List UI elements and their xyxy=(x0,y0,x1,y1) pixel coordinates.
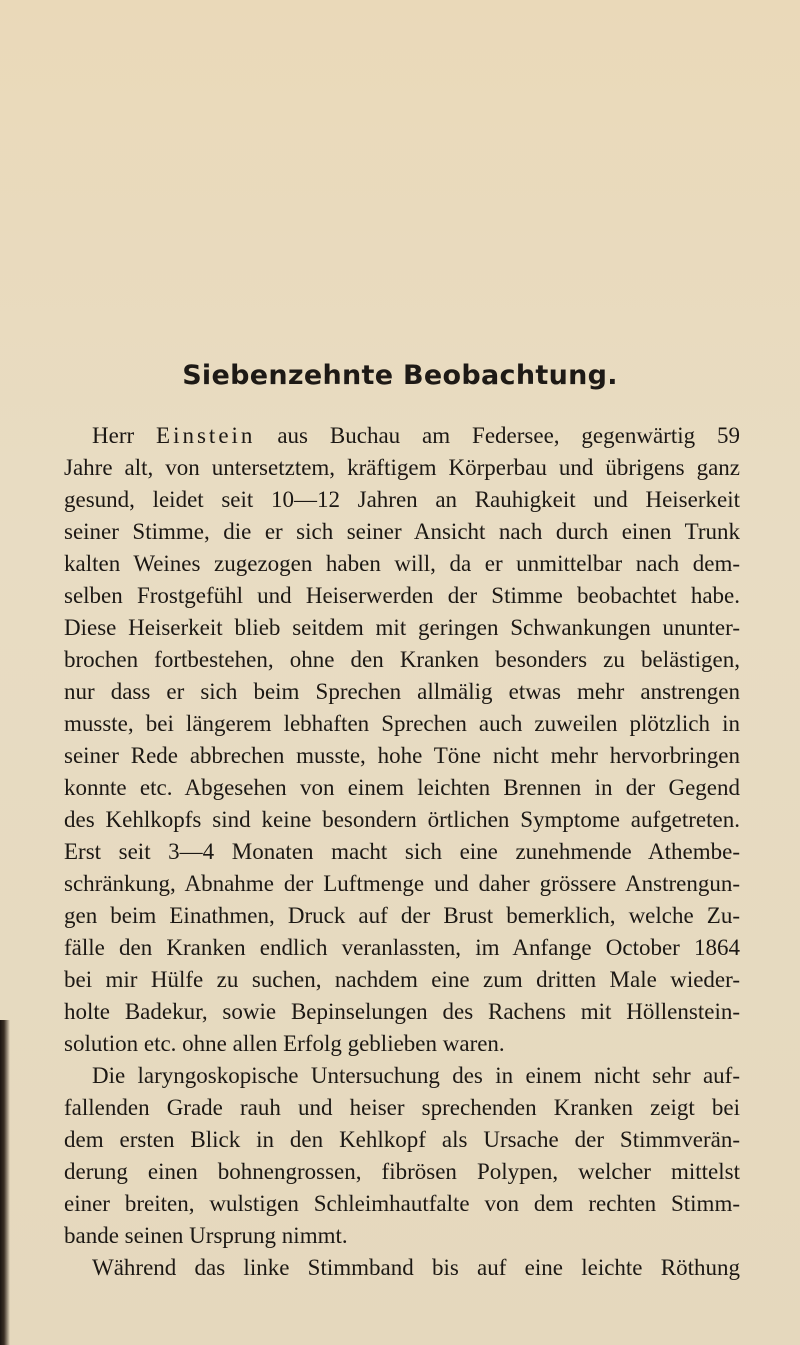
section-heading: Siebenzehnte Beobachtung. xyxy=(182,360,618,391)
text-line: dem ersten Blick in den Kehlkopf als Ursache der Stimmverän- xyxy=(64,1127,740,1152)
text-line: bei mir Hülfe zu suchen, nachdem eine zum dritten Male wieder- xyxy=(64,967,740,992)
text-line: solution etc. ohne allen Erfolg geblieben waren. xyxy=(64,1031,505,1056)
text-line: seiner Stimme, die er sich seiner Ansicht nach durch einen Trunk xyxy=(64,519,740,544)
text-line: brochen fortbestehen, ohne den Kranken besonders zu belästigen, xyxy=(64,647,740,672)
spaced-name: Einstein xyxy=(156,423,256,448)
text-line: fallenden Grade rauh und heiser sprechenden Kranken zeigt bei xyxy=(64,1095,740,1120)
text-fragment: Herr xyxy=(92,423,157,448)
text-line: holte Badekur, sowie Bepinselungen des Rachens mit Höllenstein- xyxy=(64,999,740,1024)
text-line: gen beim Einathmen, Druck auf der Brust bemerklich, welche Zu- xyxy=(64,903,740,928)
text-line: musste, bei längerem lebhaften Sprechen auch zuweilen plötzlich in xyxy=(64,711,740,736)
text-line: Jahre alt, von untersetztem, kräftigem Körperbau und übrigens ganz xyxy=(64,455,740,480)
text-line: einer breiten, wulstigen Schleimhautfalte von dem rechten Stimm- xyxy=(64,1191,740,1216)
text-line: bande seinen Ursprung nimmt. xyxy=(64,1223,348,1248)
page-edge-shadow xyxy=(0,1020,10,1345)
text-line: schränkung, Abnahme der Luftmenge und daher grössere Anstrengun- xyxy=(64,871,740,896)
text-line: derung einen bohnengrossen, fibrösen Polypen, welcher mittelst xyxy=(64,1159,740,1184)
text-line: Diese Heiserkeit blieb seitdem mit geringen Schwankungen ununter- xyxy=(64,615,740,640)
text-line: selben Frostgefühl und Heiserwerden der Stimme beobachtet habe. xyxy=(64,583,740,608)
text-line: Erst seit 3—4 Monaten macht sich eine zunehmende Athembe- xyxy=(64,839,740,864)
body-text xyxy=(64,420,740,1284)
text-line: des Kehlkopfs sind keine besondern örtlichen Symptome aufgetreten. xyxy=(64,807,740,832)
text-line: fälle den Kranken endlich veranlassten, im Anfange October 1864 xyxy=(64,935,740,960)
text-line: Während das linke Stimmband bis auf eine leichte Röthung xyxy=(92,1255,740,1280)
text-line: Die laryngoskopische Untersuchung des in einem nicht sehr auf- xyxy=(92,1063,740,1088)
text-line: konnte etc. Abgesehen von einem leichten Brennen in der Gegend xyxy=(64,775,740,800)
text-fragment: aus Buchau am Federsee, gegenwärtig 59 xyxy=(255,423,740,448)
text-line: kalten Weines zugezogen haben will, da er unmittelbar nach dem- xyxy=(64,551,740,576)
text-line xyxy=(64,420,740,452)
text-line: seiner Rede abbrechen musste, hohe Töne nicht mehr hervorbringen xyxy=(64,743,740,768)
text-line: gesund, leidet seit 10—12 Jahren an Rauhigkeit und Heiserkeit xyxy=(64,487,740,512)
text-line: nur dass er sich beim Sprechen allmälig etwas mehr anstrengen xyxy=(64,679,740,704)
